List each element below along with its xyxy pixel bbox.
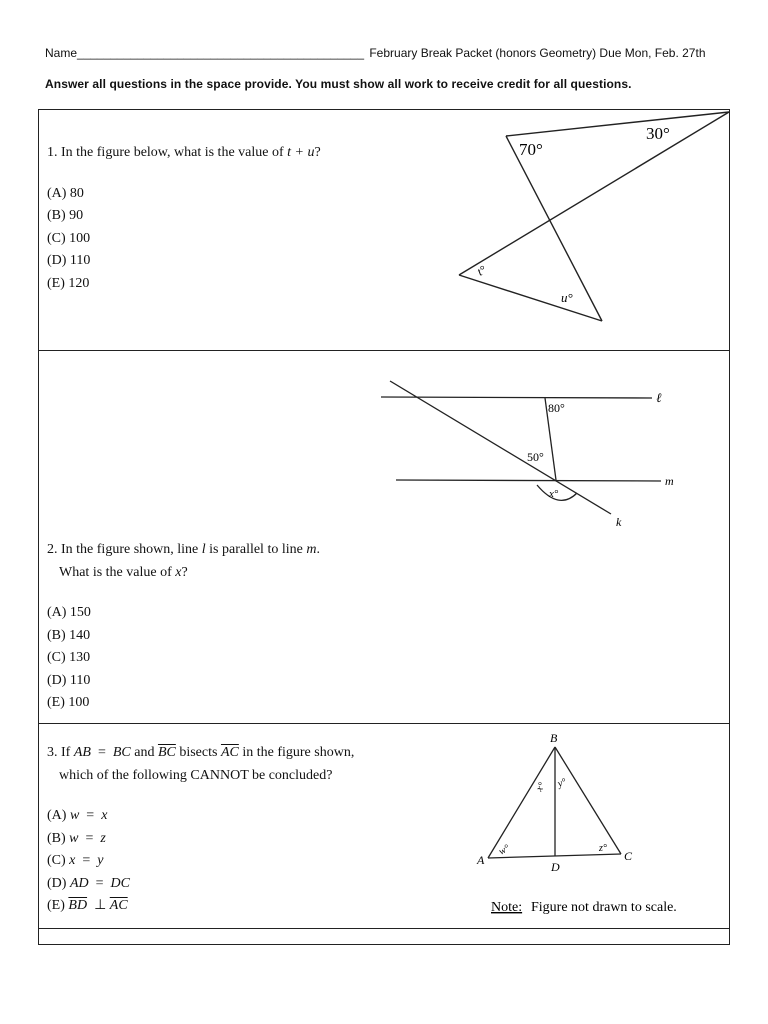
fig1-label-t: t° bbox=[474, 262, 489, 279]
header-line bbox=[45, 46, 706, 60]
fig3-label-x: x° bbox=[534, 780, 548, 794]
choice-1c[interactable]: (C) 100 bbox=[47, 230, 91, 246]
fig3-note-text: Figure not drawn to scale. bbox=[531, 900, 677, 915]
fig3-label-y: y° bbox=[556, 776, 568, 790]
fig2-label-l: ℓ bbox=[656, 390, 662, 405]
name-blank[interactable]: ___________________________________________ bbox=[77, 46, 364, 60]
fig3-label-B: B bbox=[550, 731, 558, 745]
choice-2b[interactable]: (B) 140 bbox=[47, 627, 91, 643]
question-1-text bbox=[47, 142, 321, 295]
fig3-side-ab bbox=[488, 747, 555, 858]
fig1-bottom-side bbox=[459, 275, 602, 321]
choice-3d[interactable]: (D) AD = DC bbox=[47, 875, 130, 891]
figure-2 bbox=[369, 371, 709, 531]
question-2-text bbox=[47, 539, 320, 715]
fig3-label-A: A bbox=[477, 853, 485, 867]
question-2-prompt-line2: What is the value of x? bbox=[59, 564, 188, 580]
choice-3c[interactable]: (C) x = y bbox=[47, 853, 104, 868]
fig3-label-C: C bbox=[624, 849, 633, 863]
choice-3b[interactable]: (B) w = z bbox=[47, 830, 106, 846]
question-3-section bbox=[39, 724, 729, 929]
choice-1b[interactable]: (B) 90 bbox=[47, 208, 84, 223]
question-1-section bbox=[39, 110, 729, 351]
fig1-line-a bbox=[506, 136, 602, 321]
fig1-label-70: 70° bbox=[519, 140, 543, 159]
name-label: Name bbox=[45, 46, 78, 60]
choice-1a[interactable]: (A) 80 bbox=[47, 185, 84, 201]
fig1-label-u: u° bbox=[561, 290, 573, 305]
instructions: Answer all questions in the space provide. You must show all work to receive credit for all questions. bbox=[45, 77, 632, 91]
fig3-side-bc bbox=[555, 747, 621, 854]
question-2-section bbox=[39, 351, 729, 724]
choice-1d[interactable]: (D) 110 bbox=[47, 253, 91, 268]
choice-2a[interactable]: (A) 150 bbox=[47, 605, 91, 620]
fig3-label-z: z° bbox=[599, 843, 607, 854]
packet-title: February Break Packet (honors Geometry) Due Mon, Feb. 27th bbox=[369, 46, 706, 60]
fig2-label-80: 80° bbox=[548, 401, 565, 415]
fig2-line-k bbox=[390, 381, 611, 514]
choice-1e[interactable]: (E) 120 bbox=[47, 275, 90, 291]
fig3-label-D: D bbox=[551, 860, 560, 874]
choice-3a[interactable]: (A) w = x bbox=[47, 808, 108, 823]
fig2-label-x: x° bbox=[549, 488, 559, 500]
question-3-prompt-line2: which of the following CANNOT be concluded? bbox=[59, 767, 333, 783]
question-3-text bbox=[47, 742, 354, 918]
fig2-label-k: k bbox=[616, 515, 622, 529]
choice-2e[interactable]: (E) 100 bbox=[47, 695, 90, 710]
question-3-prompt-line1: 3. If AB = BC and $\overline{BC}$ bisects $\overline{AC}$ in the figure shown, bbox=[47, 745, 355, 760]
fig1-label-30: 30° bbox=[646, 124, 670, 143]
fig2-label-m: m bbox=[665, 474, 674, 488]
fig2-label-50: 50° bbox=[527, 450, 544, 464]
choice-2c[interactable]: (C) 130 bbox=[47, 650, 91, 665]
figure-1 bbox=[449, 110, 729, 350]
question-2-prompt-line1: 2. In the figure shown, line l is parallel to line m. bbox=[47, 542, 320, 557]
choice-3e[interactable]: (E) $\overline{BD}$ ⊥ $\overline{AC}$ bbox=[47, 898, 128, 913]
fig2-line-m bbox=[396, 480, 661, 481]
question-1-prompt: 1. In the figure below, what is the value of t + u? bbox=[47, 145, 321, 160]
figure-3 bbox=[471, 724, 721, 924]
choice-2d[interactable]: (D) 110 bbox=[47, 672, 91, 688]
fig1-line-b bbox=[459, 112, 729, 275]
question-sheet bbox=[38, 109, 730, 945]
fig3-label-w: w° bbox=[497, 842, 512, 858]
fig3-note-label: Note: bbox=[491, 900, 523, 915]
fig2-line-l bbox=[381, 397, 652, 398]
